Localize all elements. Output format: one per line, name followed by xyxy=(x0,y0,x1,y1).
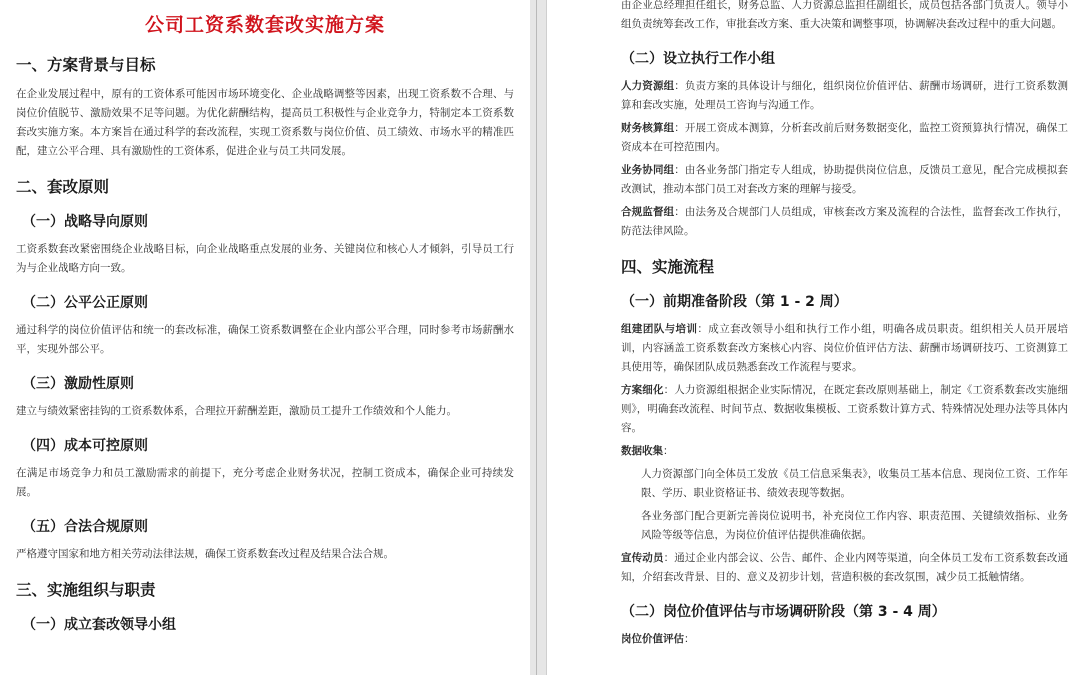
document-title: 公司工资系数套改实施方案 xyxy=(144,14,385,36)
subheading-compliance: （五）合法合规原则 xyxy=(22,519,148,535)
subheading-phase-preparation: （一）前期准备阶段（第 1 - 2 周） xyxy=(621,294,848,310)
text-data-collection-item-1: 人力资源部门向全体员工发放《员工信息采集表》，收集员工基本信息、现岗位工资、工作年限、学历、职业资格证书、绩效表现等数据。 xyxy=(641,468,1068,499)
subheading-leadership-group: （一）成立套改领导小组 xyxy=(22,617,176,633)
text-data-collection-item-2: 各业务部门配合更新完善岗位说明书，补充岗位工作内容、职责范围、关键绩效指标、业务风险等级等信息，为岗位价值评估提供准确依据。 xyxy=(641,510,1068,541)
label-business-group: 业务协同组 xyxy=(621,164,675,176)
text-compliance: 严格遵守国家和地方相关劳动法律法规，确保工资系数套改过程及结果合法合规。 xyxy=(16,548,394,560)
label-compliance-group: 合规监督组 xyxy=(621,206,675,218)
subheading-phase-evaluation: （二）岗位价值评估与市场调研阶段（第 3 - 4 周） xyxy=(621,604,946,620)
subheading-fairness: （二）公平公正原则 xyxy=(22,295,148,311)
item-job-evaluation xyxy=(621,630,1068,649)
text-finance-group: ：开展工资成本测算，分析套改前后财务数据变化，监控工资预算执行情况，确保工资成本在可控范围内。 xyxy=(621,122,1069,153)
text-publicity: ：通过企业内部会议、公告、邮件、企业内网等渠道，向全体员工发布工资系数套改通知，介绍套改背景、目的、意义及初步计划，营造积极的套改氛围，减少员工抵触情绪。 xyxy=(621,552,1069,583)
document-page-right xyxy=(546,0,1080,675)
page-divider xyxy=(536,0,537,675)
item-data-collection xyxy=(621,442,1068,461)
text-compliance-group: ：由法务及合规部门人员组成，审核套改方案及流程的合法性，监督套改工作执行，防范法律风险。 xyxy=(621,206,1069,237)
item-plan-detail xyxy=(621,381,1068,438)
section-heading-process: 四、实施流程 xyxy=(621,258,715,276)
text-plan-detail: ：人力资源组根据企业实际情况，在既定套改原则基础上，制定《工资系数套改实施细则》，明确套改流程、时间节点、数据收集模板、工资系数计算方式、特殊情况处理办法等具体内容。 xyxy=(621,384,1069,434)
label-finance-group: 财务核算组 xyxy=(621,122,675,134)
label-hr-group: 人力资源组 xyxy=(621,80,675,92)
label-plan-detail: 方案细化 xyxy=(621,384,664,396)
text-team-training: ：成立套改领导小组和执行工作小组，明确各成员职责。组织相关人员开展培训，内容涵盖工资系数套改方案核心内容、岗位价值评估方法、薪酬市场调研技巧、工资测算工具使用等，确保团队成员熟悉套改工作流程与要求。 xyxy=(621,323,1069,373)
section-heading-organization: 三、实施组织与职责 xyxy=(16,581,156,599)
item-publicity xyxy=(621,549,1068,587)
text-strategy: 工资系数套改紧密围绕企业战略目标，向企业战略重点发展的业务、关键岗位和核心人才倾斜，引导员工行为与企业战略方向一致。 xyxy=(16,243,514,274)
text-fairness: 通过科学的岗位价值评估和统一的套改标准，确保工资系数调整在企业内部公平合理，同时参考市场薪酬水平，实现外部公平。 xyxy=(16,324,514,355)
section-heading-principles: 二、套改原则 xyxy=(16,178,110,196)
page-gutter xyxy=(530,0,546,675)
item-finance-group xyxy=(621,119,1068,157)
document-page-left xyxy=(0,0,530,675)
text-incentive: 建立与绩效紧密挂钩的工资系数体系，合理拉开薪酬差距，激励员工提升工作绩效和个人能力。 xyxy=(16,405,457,417)
text-leadership-group: 由企业总经理担任组长，财务总监、人力资源总监担任副组长，成员包括各部门负责人。领导小组负责统筹套改工作，审批套改方案、重大决策和调整事项，协调解决套改过程中的重大问题。 xyxy=(621,0,1068,30)
item-team-training xyxy=(621,320,1068,377)
section-heading-background: 一、方案背景与目标 xyxy=(16,56,156,74)
subheading-execution-group: （二）设立执行工作小组 xyxy=(621,51,775,67)
subheading-strategy: （一）战略导向原则 xyxy=(22,214,148,230)
job-evaluation-colon: ： xyxy=(684,633,695,645)
text-cost: 在满足市场竞争力和员工激励需求的前提下，充分考虑企业财务状况，控制工资成本，确保企业可持续发展。 xyxy=(16,467,514,498)
subheading-incentive: （三）激励性原则 xyxy=(22,376,134,392)
item-hr-group xyxy=(621,77,1068,115)
data-collection-colon: ： xyxy=(663,445,674,457)
label-data-collection: 数据收集 xyxy=(621,445,663,457)
item-compliance-group xyxy=(621,203,1068,241)
item-business-group xyxy=(621,161,1068,199)
text-business-group: ：由各业务部门指定专人组成，协助提供岗位信息，反馈员工意见，配合完成模拟套改测试，推动本部门员工对套改方案的理解与接受。 xyxy=(621,164,1069,195)
label-job-evaluation: 岗位价值评估 xyxy=(621,633,684,645)
section-text-background: 在企业发展过程中，原有的工资体系可能因市场环境变化、企业战略调整等因素，出现工资系数不合理、与岗位价值脱节、激励效果不足等问题。为优化薪酬结构，提高员工积极性与企业竞争力，特制定本工资系数套改实施方案。本方案旨在通过科学的套改流程，实现工资系数与岗位价值、员工绩效、市场水平的精准匹配，建立公平合理、具有激励性的工资体系，促进企业与员工共同发展。 xyxy=(16,88,514,157)
label-publicity: 宣传动员 xyxy=(621,552,664,564)
subheading-cost: （四）成本可控原则 xyxy=(22,438,148,454)
text-hr-group: ：负责方案的具体设计与细化，组织岗位价值评估、薪酬市场调研，进行工资系数测算和套改实施，处理员工咨询与沟通工作。 xyxy=(621,80,1069,111)
label-team-training: 组建团队与培训 xyxy=(621,323,698,335)
